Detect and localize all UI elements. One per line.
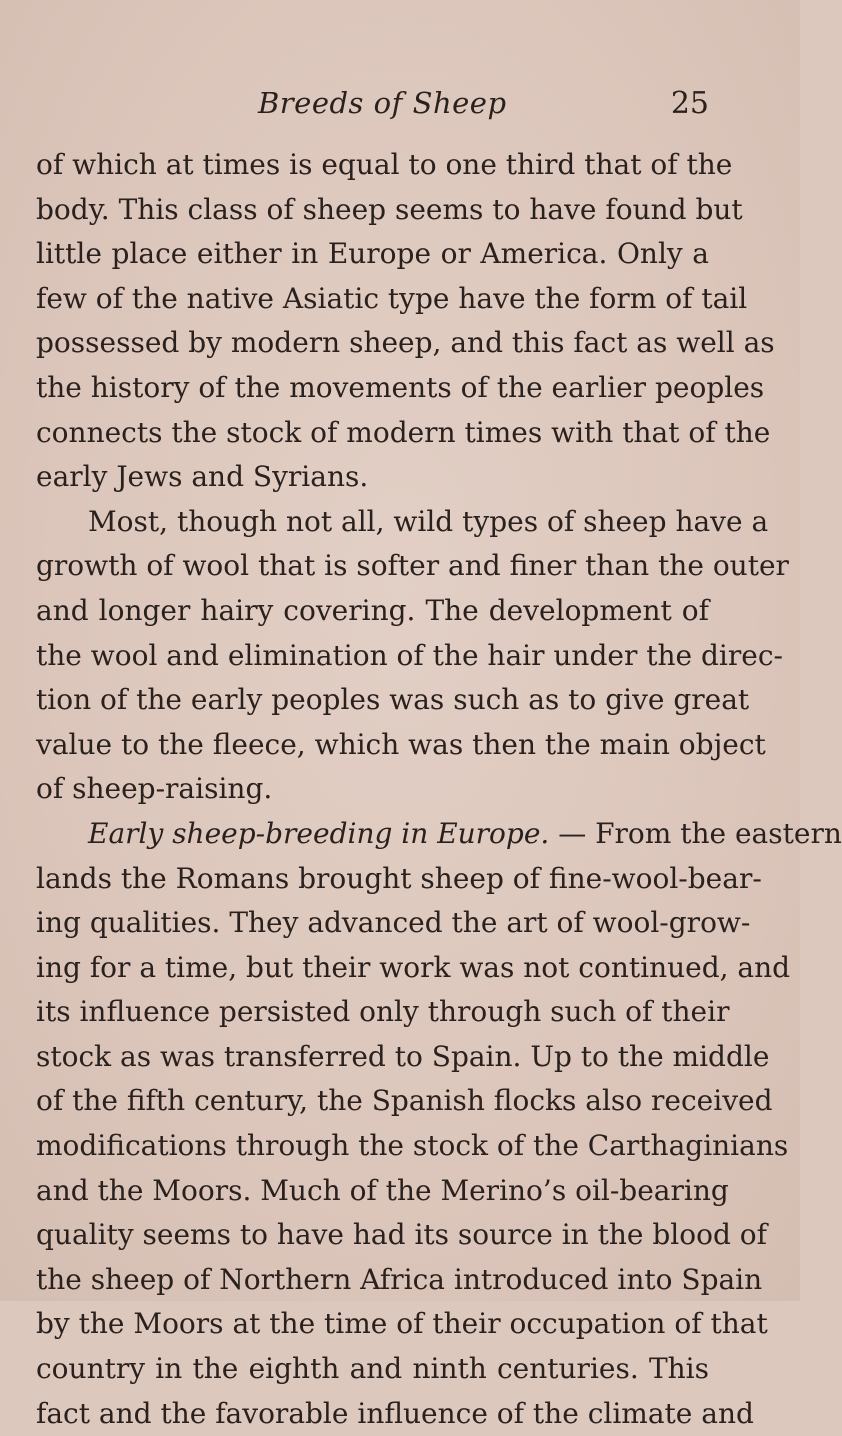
- text-line: little place either in Europe or America. Only a: [36, 237, 709, 271]
- page-number: 25: [670, 86, 709, 121]
- text-line: lands the Romans brought sheep of fine-wool-bear-: [36, 861, 762, 895]
- text-line: of the fifth century, the Spanish flocks also received: [36, 1084, 773, 1118]
- text-line: tion of the early peoples was such as to give great: [36, 683, 750, 717]
- text-line: modifications through the stock of the Carthaginians: [36, 1129, 789, 1163]
- text-line: few of the native Asiatic type have the form of tail: [36, 281, 748, 315]
- running-head-title: Breeds of Sheep: [258, 86, 507, 120]
- text-line: possessed by modern sheep, and this fact as well as: [36, 326, 775, 360]
- text-line: stock as was transferred to Spain. Up to the middle: [36, 1039, 770, 1073]
- text-line: fact and the favorable influence of the climate and: [36, 1396, 754, 1430]
- running-head: [36, 78, 709, 128]
- paragraph-3: [36, 812, 842, 1436]
- text-line: ing for a time, but their work was not continued, and: [36, 950, 791, 984]
- section-heading: Early sheep-breeding in Europe.: [88, 816, 550, 850]
- text-line: the sheep of Northern Africa introduced into Spain: [36, 1262, 763, 1296]
- text-line: and the Moors. Much of the Merino’s oil-bearing: [36, 1173, 729, 1207]
- text-line: body. This class of sheep seems to have found but: [36, 192, 743, 226]
- text-line: the history of the movements of the earlier peoples: [36, 370, 765, 404]
- text-line: [36, 812, 842, 857]
- text-line: early Jews and Syrians.: [36, 460, 369, 494]
- text-line: its influence persisted only through such of their: [36, 995, 730, 1029]
- text-line: country in the eighth and ninth centuries. This: [36, 1352, 709, 1386]
- text-line: of sheep-raising.: [36, 772, 273, 806]
- text-line: and longer hairy covering. The development of: [36, 593, 709, 627]
- text-line: growth of wool that is softer and finer than the outer: [36, 549, 789, 583]
- text-line: value to the fleece, which was then the main object: [36, 727, 766, 761]
- text-line: the wool and elimination of the hair under the direc-: [36, 638, 783, 672]
- text-line: connects the stock of modern times with that of the: [36, 415, 771, 449]
- paragraph-1: [36, 143, 775, 500]
- text-line: by the Moors at the time of their occupation of that: [36, 1307, 768, 1341]
- body-text: [36, 143, 842, 1436]
- text-line: quality seems to have had its source in the blood of: [36, 1218, 767, 1252]
- text-line-content: — From the eastern: [549, 816, 842, 850]
- paragraph-2: [36, 500, 789, 812]
- text-line: Most, though not all, wild types of sheep have a: [88, 504, 769, 538]
- text-line: of which at times is equal to one third that of the: [36, 148, 733, 181]
- text-line: ing qualities. They advanced the art of wool-grow-: [36, 906, 751, 940]
